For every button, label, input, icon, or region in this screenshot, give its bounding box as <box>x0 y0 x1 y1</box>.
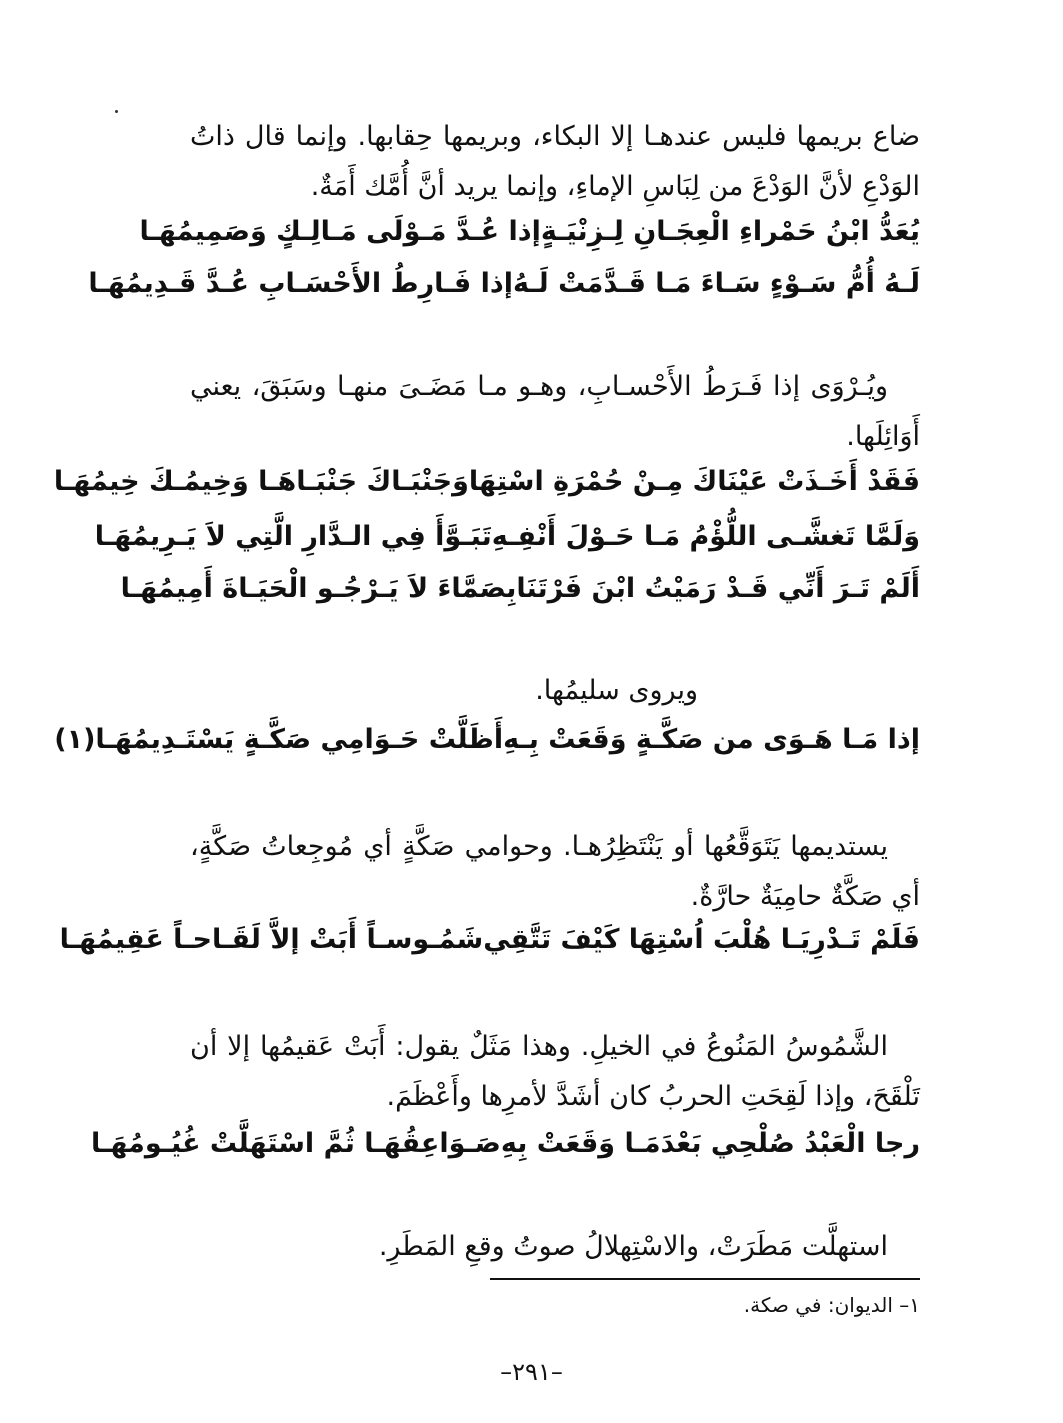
paragraph-2 <box>190 362 920 462</box>
verse-line <box>120 569 920 609</box>
paragraph-4 <box>190 822 920 922</box>
verse-line <box>139 212 920 252</box>
verse-line <box>94 517 920 557</box>
paragraph-text: استهلَّت مَطَرَتْ، والاسْتِهلالُ صوتُ وقعِ المَطَرِ. <box>378 1231 888 1262</box>
verse-hemistich-left: صَـوَاعِقُهَـا ثُمَّ اسْتَهَلَّتْ غُيُـومُهَـا <box>90 1128 501 1159</box>
verse-hemistich-right: وَلَمَّا تَغشَّـى اللُّؤْمُ مَـا حَـوْلَ أَنْفِـهِ <box>491 521 920 552</box>
verse-hemistich-right: رجا الْعَبْدُ صُلْحِي بَعْدَمَـا وَقَعَتْ بِهِ <box>500 1128 920 1159</box>
paragraph-text: ويُـرْوَى إذا فَـرَطُ الأَحْسـابِ، وهـو مـا مَضَـىَ منهـا وسَبَقَ، يعني أَوَائِلَها. <box>190 371 920 452</box>
verse-hemistich-left: أَظَلَّتْ حَـوَامِي صَكَّـةٍ يَسْتَـدِيمُهَـا(١) <box>54 724 504 755</box>
verse-line <box>88 264 920 304</box>
paragraph-text: ضاع بريمها فليس عندهـا إلا البكاء، وبريمها حِقابها. وإنما قال ذاتُ الوَدْعِ لأنَّ الوَدْعَ من لِبَاسِ الإماءِ، وإنما يريد أنَّ أُمَّك أَمَةٌ. <box>190 121 920 202</box>
paragraph-5 <box>190 1022 920 1122</box>
paragraph-text: الشَّمُوسُ المَنُوعُ في الخيلِ. وهذا مَثَلٌ يقول: أَبَتْ عَقيمُها إلا أن تَلْقَحَ، وإذا لَقِحَتِ الحربُ كان أشَدَّ لأمرِها وأَعْظَمَ. <box>190 1031 920 1112</box>
verse-hemistich-left: إذا فَـارِطُ الأَحْسَـابِ عُـدَّ قَـدِيمُهَـا <box>88 268 513 299</box>
scan-speck <box>115 110 118 113</box>
verse-hemistich-left: بِصَمَّاءَ لاَ يَـرْجُـو الْحَيَـاةَ أَمِيمُهَـا <box>120 573 517 604</box>
verse-line <box>59 920 920 960</box>
verse-hemistich-left: تَبَـوَّأَ فِي الـدَّارِ الَّتِي لاَ يَـرِيمُهَـا <box>94 521 492 552</box>
paragraph-6 <box>190 1222 920 1272</box>
verse-hemistich-right: فَلَمْ تَـدْرِيَـا هُلْبَ اُسْتِهَا كَيْفَ تَتَّقِي <box>483 924 920 955</box>
footnote-divider <box>490 1278 920 1280</box>
paragraph-1 <box>190 112 920 212</box>
verse-line <box>53 462 920 502</box>
paragraph-text: ويروى سليمُها. <box>535 675 698 706</box>
verse-hemistich-right: إذا مَـا هَـوَى من صَكَّـةٍ وَقَعَتْ بِـهِ <box>503 724 920 755</box>
verse-hemistich-left: وَجَنْبَـاكَ جَنْبَـاهَـا وَخِيمُـكَ خِيمُهَـا <box>53 466 469 497</box>
verse-hemistich-right: لَـهُ أُمُّ سَـوْءٍ سَـاءَ مَـا قَـدَّمَتْ لَـهُ <box>512 268 920 299</box>
verse-hemistich-left: إذا عُـدَّ مَـوْلَى مَـالِـكٍ وَصَمِيمُهَـا <box>139 216 541 247</box>
verse-hemistich-right: يُعَدُّ ابْنُ حَمْراءِ الْعِجَـانِ لِـزِنْيَـةٍ <box>540 216 920 247</box>
verse-line <box>54 720 920 760</box>
page-number: –٢٩١– <box>500 1358 563 1386</box>
verse-hemistich-left: شَمُـوسـاً أَبَتْ إلاَّ لَقَـاحـاً عَقِيمُهَـا <box>59 924 484 955</box>
paragraph-text: يستديمها يَتَوَقَّعُها أو يَنْتَظِرُهـا. وحوامي صَكَّةٍ أي مُوجِعاتُ صَكَّةٍ، أي صَكَّةٌ حامِيَةٌ حارَّةٌ. <box>190 831 920 912</box>
paragraph-3 <box>190 666 920 716</box>
verse-line <box>90 1124 920 1164</box>
verse-hemistich-right: أَلَمْ تَـرَ أَنِّي قَـدْ رَمَيْتُ ابْنَ فَرْتَنَا <box>516 573 920 604</box>
verse-hemistich-right: فَقَدْ أَخَـذَتْ عَيْنَاكَ مِـنْ حُمْرَةِ اسْتِهَا <box>468 466 920 497</box>
footnote: ١– الديوان: في صكة. <box>743 1293 920 1317</box>
